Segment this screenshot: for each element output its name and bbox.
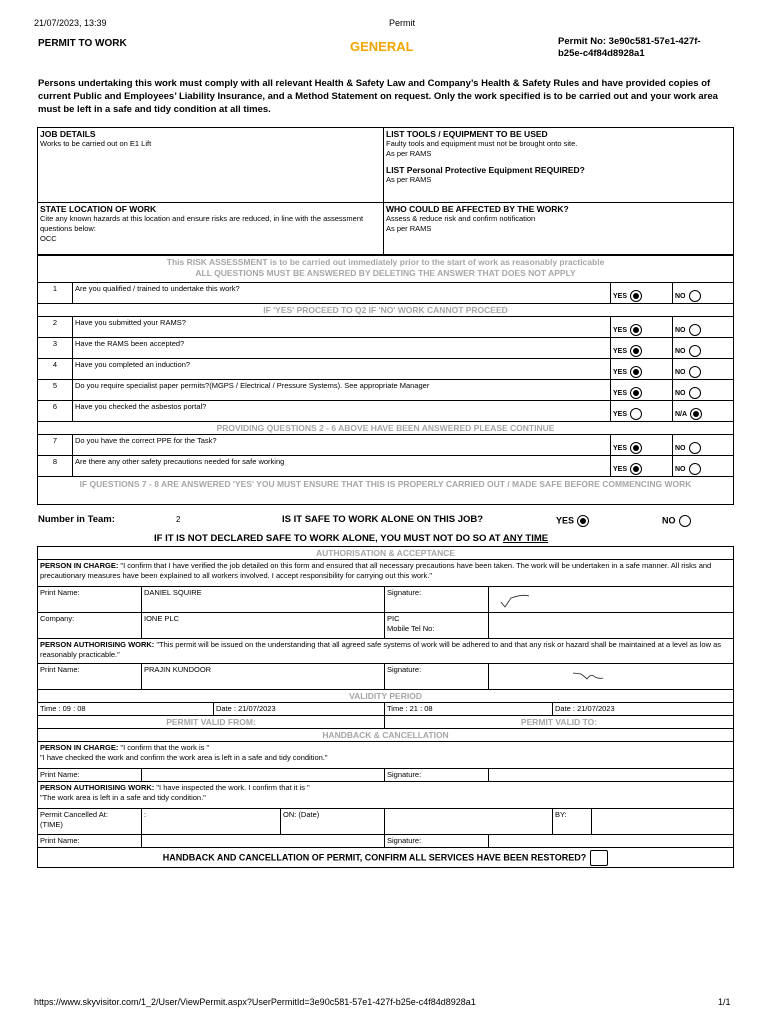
question-row <box>38 401 734 422</box>
question-row <box>38 380 734 401</box>
question-number: 8 <box>38 456 73 477</box>
handback-pic-text2: "I have checked the work and confirm the work area is left in a safe and tidy condition." <box>40 753 328 762</box>
no-option[interactable] <box>673 338 734 359</box>
affected-cell <box>384 203 734 255</box>
yes-option[interactable] <box>611 283 673 304</box>
pic-label: PERSON IN CHARGE: <box>40 561 119 570</box>
company-label: Company: <box>38 613 142 639</box>
validity-banner: VALIDITY PERIOD <box>38 690 734 703</box>
continue-banner: PROVIDING QUESTIONS 2 - 6 ABOVE HAVE BEEN ANSWERED PLEASE CONTINUE <box>38 422 734 435</box>
alone-yes-radio[interactable] <box>577 515 589 527</box>
no-option[interactable] <box>673 435 734 456</box>
question-number: 5 <box>38 380 73 401</box>
no-label: NO <box>675 326 686 334</box>
no-radio[interactable] <box>689 387 701 399</box>
question-row <box>38 456 734 477</box>
cancelled-at-label <box>38 809 142 835</box>
handback-pic-text1: "I confirm that the work is " <box>118 743 210 752</box>
no-option[interactable] <box>673 283 734 304</box>
alone-yes-option[interactable] <box>556 515 589 527</box>
authorising-statement <box>38 639 734 664</box>
mobile-label: Mobile Tel No: <box>387 624 435 633</box>
intro-statement: Persons undertaking this work must comply with all relevant Health & Safety Law and Company’s Health & Safety Rules and have provided copies of current Public and Employees’ Liability Insurance, and a Method Statement on request. Only the work specified is to be carried out and your work area must be left in a safe and tidy condition at all times. <box>38 78 718 115</box>
yes-label: YES <box>613 368 628 376</box>
no-label: NO <box>675 347 686 355</box>
cancelled-at-field[interactable]: : <box>142 809 281 835</box>
no-radio[interactable] <box>689 345 701 357</box>
yes-radio[interactable] <box>630 442 642 454</box>
risk-assessment-table <box>37 255 734 505</box>
yes-radio[interactable] <box>630 366 642 378</box>
question-number: 4 <box>38 359 73 380</box>
job-details-cell <box>38 128 384 203</box>
number-in-team-value: 2 <box>176 515 181 524</box>
yes-label: YES <box>613 292 628 300</box>
no-option[interactable] <box>673 359 734 380</box>
yes-option[interactable] <box>611 380 673 401</box>
print-url: https://www.skyvisitor.com/1_2/User/ViewPermit.aspx?UserPermitId=3e90c581-57e1-427f-b25e-c4f84d8928a1 <box>34 997 476 1007</box>
permit-number-line1: Permit No: 3e90c581-57e1-427f- <box>558 36 701 47</box>
questions-2-to-6 <box>38 317 734 422</box>
handback-authorising-text2: "The work area is left in a safe and tidy condition." <box>40 793 206 802</box>
risk-banner <box>38 256 734 283</box>
valid-from-label: PERMIT VALID FROM: <box>38 716 385 729</box>
yes-label: YES <box>613 410 628 418</box>
question-number: 1 <box>38 283 73 304</box>
by-label: BY: <box>553 809 592 835</box>
risk-banner-line1: This RISK ASSESSMENT is to be carried out immediately prior to the start of work as reasonably practicable <box>166 257 605 267</box>
work-alone-question: IS IT SAFE TO WORK ALONE ON THIS JOB? <box>282 514 484 525</box>
question-text: Have you submitted your RAMS? <box>73 317 611 338</box>
location-label: STATE LOCATION OF WORK <box>40 204 157 214</box>
no-label: NO <box>675 465 686 473</box>
services-restored-text: HANDBACK AND CANCELLATION OF PERMIT, CONFIRM ALL SERVICES HAVE BEEN RESTORED? <box>162 851 587 862</box>
question-text: Have you checked the asbestos portal? <box>73 401 611 422</box>
on-date-label: ON: (Date) <box>281 809 385 835</box>
job-details-label: JOB DETAILS <box>40 129 96 139</box>
no-option[interactable] <box>673 380 734 401</box>
cancelled-label-line1: Permit Cancelled At: <box>40 810 108 819</box>
question-text: Have the RAMS been accepted? <box>73 338 611 359</box>
question-text: Are there any other safety precautions needed for safe working <box>73 456 611 477</box>
proceed-banner: IF 'YES' PROCEED TO Q2 IF 'NO' WORK CANNOT PROCEED <box>38 304 734 317</box>
job-details-table <box>37 127 734 255</box>
na-option[interactable] <box>673 401 734 422</box>
print-page-title: Permit <box>388 18 415 28</box>
print-name-value: DANIEL SQUIRE <box>142 587 385 613</box>
questions-7-to-8 <box>38 435 734 477</box>
yes-option[interactable] <box>611 456 673 477</box>
cancel-signature-label: Signature: <box>385 835 489 848</box>
valid-from-time: Time : 09 : 08 <box>38 703 214 716</box>
mobile-field[interactable] <box>489 613 734 639</box>
alone-yes-label: YES <box>556 515 575 526</box>
no-label: NO <box>675 368 686 376</box>
auth-signature-label: Signature: <box>385 664 489 690</box>
permit-number <box>558 36 748 60</box>
yes-option[interactable] <box>611 317 673 338</box>
no-label: NO <box>675 444 686 452</box>
no-option[interactable] <box>673 317 734 338</box>
question-text: Do you require specialist paper permits?(MGPS / Electrical / Pressure Systems). See appropriate Manager <box>73 380 611 401</box>
yes-label: YES <box>613 347 628 355</box>
ensure-banner: IF QUESTIONS 7 - 8 ARE ANSWERED 'YES' YOU MUST ENSURE THAT THIS IS PROPERLY CARRIED OUT / MADE SAFE BEFORE COMMENCING WORK <box>38 477 734 505</box>
question-number: 6 <box>38 401 73 422</box>
yes-option[interactable] <box>611 401 673 422</box>
location-value: OCC <box>40 234 57 243</box>
na-radio[interactable] <box>690 408 702 420</box>
pic-short-label: PIC <box>387 614 400 623</box>
authorising-text: "This permit will be issued on the understanding that all agreed safe systems of work will be adhered to and that any risk or hazard shall be maintained at a level as low as reasonably practicable." <box>40 640 722 659</box>
question-text: Do you have the correct PPE for the Task? <box>73 435 611 456</box>
risk-banner-line2: ALL QUESTIONS MUST BE ANSWERED BY DELETING THE ANSWER THAT DOES NOT APPLY <box>195 268 576 278</box>
cancelled-label-line2: (TIME) <box>40 820 63 829</box>
yes-label: YES <box>613 465 628 473</box>
no-option[interactable] <box>673 456 734 477</box>
question-text: Are you qualified / trained to undertake this work? <box>73 283 611 304</box>
alone-no-radio[interactable] <box>679 515 691 527</box>
question-number: 2 <box>38 317 73 338</box>
pic-text: "I confirm that I have verified the job detailed on this form and ensured that all necessary precautions have been taken. The work will be undertaken in a safe manner. All risks and precautionary measures have been explained to all workers involved. I accept responsibility for carrying out this work." <box>40 561 712 580</box>
valid-from-date: Date : 21/07/2023 <box>214 703 385 716</box>
handback-signature-label: Signature: <box>385 769 489 782</box>
question-row <box>38 359 734 380</box>
handback-banner: HANDBACK & CANCELLATION <box>38 729 734 742</box>
yes-option[interactable] <box>611 338 673 359</box>
on-date-field[interactable] <box>385 809 553 835</box>
yes-radio[interactable] <box>630 463 642 475</box>
signature-mark <box>499 590 559 610</box>
yes-label: YES <box>613 326 628 334</box>
yes-radio[interactable] <box>630 345 642 357</box>
valid-to-label: PERMIT VALID TO: <box>385 716 734 729</box>
auth-print-name-value: PRAJIN KUNDOOR <box>142 664 385 690</box>
yes-label: YES <box>613 444 628 452</box>
warning-text: IF IT IS NOT DECLARED SAFE TO WORK ALONE, YOU MUST NOT DO SO AT <box>154 533 503 544</box>
pic-mobile-labels <box>385 613 489 639</box>
print-page-count: 1/1 <box>718 997 731 1007</box>
no-radio[interactable] <box>689 463 701 475</box>
signature-field[interactable] <box>489 587 734 613</box>
ppe-value: As per RAMS <box>386 175 432 184</box>
yes-option[interactable] <box>611 359 673 380</box>
tools-label: LIST TOOLS / EQUIPMENT TO BE USED <box>386 129 548 139</box>
services-restored-checkbox[interactable] <box>590 850 608 866</box>
document-title: PERMIT TO WORK <box>38 38 127 49</box>
handback-authorising-label: PERSON AUTHORISING WORK: <box>40 783 155 792</box>
question-row <box>38 283 734 304</box>
affected-note: Assess & reduce risk and confirm notification <box>386 214 536 223</box>
handback-authorising-statement <box>38 782 734 809</box>
yes-radio[interactable] <box>630 290 642 302</box>
ppe-label: LIST Personal Protective Equipment REQUIRED? <box>386 165 585 175</box>
question-row <box>38 435 734 456</box>
permit-type: GENERAL <box>350 39 414 54</box>
no-radio[interactable] <box>689 366 701 378</box>
handback-authorising-text1: "I have inspected the work. I confirm that it is " <box>154 783 310 792</box>
authorisation-banner: AUTHORISATION & ACCEPTANCE <box>38 547 734 560</box>
authorisation-table <box>37 546 734 868</box>
yes-option[interactable] <box>611 435 673 456</box>
work-alone-warning <box>154 533 548 544</box>
tools-value: As per RAMS <box>386 149 432 158</box>
auth-signature-mark <box>571 667 631 687</box>
question-number: 7 <box>38 435 73 456</box>
yes-radio[interactable] <box>630 387 642 399</box>
tools-note: Faulty tools and equipment must not be brought onto site. <box>386 139 578 148</box>
yes-label: YES <box>613 389 628 397</box>
no-radio[interactable] <box>689 442 701 454</box>
services-restored-row <box>38 848 734 868</box>
affected-value: As per RAMS <box>386 224 432 233</box>
no-radio[interactable] <box>689 324 701 336</box>
handback-pic-statement <box>38 742 734 769</box>
warning-underlined: ANY TIME <box>502 533 549 544</box>
question-row <box>38 317 734 338</box>
no-radio[interactable] <box>689 290 701 302</box>
signature-label: Signature: <box>385 587 489 613</box>
auth-signature-field[interactable] <box>489 664 734 690</box>
location-cell <box>38 203 384 255</box>
handback-print-name-label: Print Name: <box>38 769 142 782</box>
authorising-label: PERSON AUTHORISING WORK: <box>40 640 155 649</box>
company-value: IONE PLC <box>142 613 385 639</box>
yes-radio[interactable] <box>630 408 642 420</box>
tools-cell <box>384 128 734 203</box>
by-field[interactable] <box>592 809 734 835</box>
na-label: N/A <box>675 410 688 418</box>
print-datetime: 21/07/2023, 13:39 <box>34 18 107 28</box>
no-label: NO <box>675 292 686 300</box>
affected-label: WHO COULD BE AFFECTED BY THE WORK? <box>386 204 569 214</box>
yes-radio[interactable] <box>630 324 642 336</box>
handback-print-name-field[interactable] <box>142 769 385 782</box>
no-label: NO <box>675 389 686 397</box>
print-name-label: Print Name: <box>38 587 142 613</box>
pic-statement <box>38 560 734 587</box>
valid-to-time: Time : 21 : 08 <box>385 703 553 716</box>
auth-print-name-label: Print Name: <box>38 664 142 690</box>
alone-no-label: NO <box>662 515 676 526</box>
alone-no-option[interactable] <box>662 515 691 527</box>
number-in-team-label: Number in Team: <box>38 514 115 525</box>
question-number: 3 <box>38 338 73 359</box>
cancel-print-name-field[interactable] <box>142 835 385 848</box>
location-note: Cite any known hazards at this location and ensure risks are reduced, in line with the assessment questions below: <box>40 214 364 233</box>
cancel-signature-field[interactable] <box>489 835 734 848</box>
handback-signature-field[interactable] <box>489 769 734 782</box>
cancel-print-name-label: Print Name: <box>38 835 142 848</box>
permit-number-line2: b25e-c4f84d8928a1 <box>558 48 645 59</box>
handback-pic-label: PERSON IN CHARGE: <box>40 743 119 752</box>
valid-to-date: Date : 21/07/2023 <box>553 703 734 716</box>
question-text: Have you completed an induction? <box>73 359 611 380</box>
job-details-value: Works to be carried out on E1 Lift <box>40 139 152 148</box>
question-row <box>38 338 734 359</box>
